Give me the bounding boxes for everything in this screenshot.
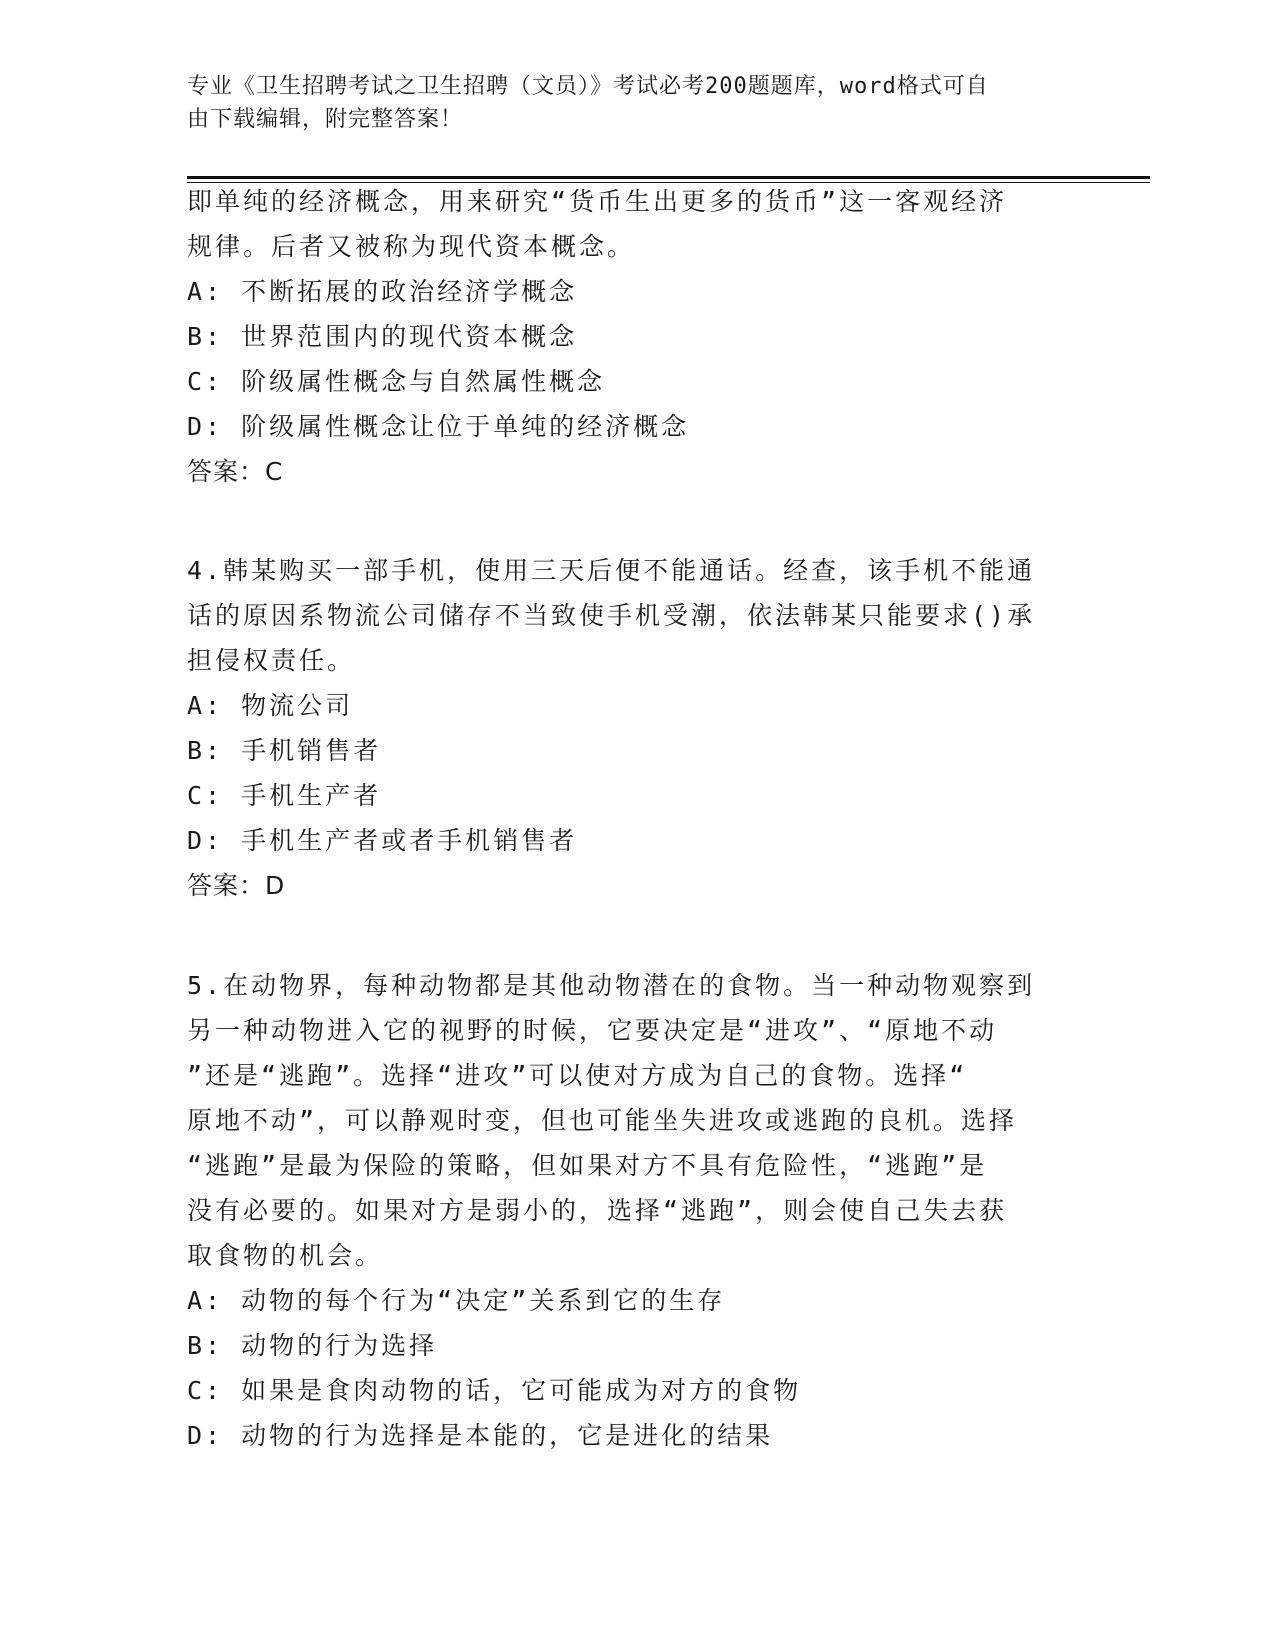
question-5-block [187, 963, 1067, 1458]
question-5-option-b: B: 动物的行为选择 [187, 1331, 438, 1360]
header-line-1: 专业《卫生招聘考试之卫生招聘（文员）》考试必考200题题库，word格式可自 [187, 74, 989, 99]
document-header [187, 70, 1067, 136]
question-5-text-line-1: 5.在动物界，每种动物都是其他动物潜在的食物。当一种动物观察到 [187, 971, 1036, 1000]
question-3-answer: 答案：C [187, 457, 284, 486]
question-3-option-c: C: 阶级属性概念与自然属性概念 [187, 367, 606, 396]
question-4-option-a: A: 物流公司 [187, 691, 354, 720]
question-4-text-line-2: 话的原因系物流公司储存不当致使手机受潮，依法韩某只能要求()承 [187, 601, 1036, 630]
question-5-text-line-5: “逃跑”是最为保险的策略，但如果对方不具有危险性，“逃跑”是 [187, 1151, 988, 1180]
question-3-option-a: A: 不断拓展的政治经济学概念 [187, 277, 578, 306]
header-line-2: 由下载编辑，附完整答案！ [187, 107, 464, 132]
question-4-answer: 答案：D [187, 871, 286, 900]
question-4-option-c: C: 手机生产者 [187, 781, 382, 810]
question-5-option-a: A: 动物的每个行为“决定”关系到它的生存 [187, 1286, 726, 1315]
question-3-option-d: D: 阶级属性概念让位于单纯的经济概念 [187, 412, 690, 441]
question-3-block [187, 179, 1067, 494]
question-5-option-d: D: 动物的行为选择是本能的，它是进化的结果 [187, 1421, 774, 1450]
question-5-text-line-3: ”还是“逃跑”。选择“进攻”可以使对方成为自己的食物。选择“ [187, 1061, 968, 1090]
question-3-text-line-2: 规律。后者又被称为现代资本概念。 [187, 232, 636, 261]
question-4-block [187, 548, 1067, 908]
question-3-text-line-1: 即单纯的经济概念，用来研究“货币生出更多的货币”这一客观经济 [187, 187, 1008, 216]
question-4-option-d: D: 手机生产者或者手机销售者 [187, 826, 578, 855]
question-5-text-line-7: 取食物的机会。 [187, 1241, 384, 1270]
question-5-text-line-6: 没有必要的。如果对方是弱小的，选择“逃跑”，则会使自己失去获 [187, 1196, 1008, 1225]
question-5-option-c: C: 如果是食肉动物的话，它可能成为对方的食物 [187, 1376, 802, 1405]
question-5-text-line-2: 另一种动物进入它的视野的时候，它要决定是“进攻”、“原地不动 [187, 1016, 998, 1045]
question-4-option-b: B: 手机销售者 [187, 736, 382, 765]
question-4-text-line-1: 4.韩某购买一部手机，使用三天后便不能通话。经查，该手机不能通 [187, 556, 1036, 585]
question-4-text-line-3: 担侵权责任。 [187, 646, 356, 675]
question-5-text-line-4: 原地不动”，可以静观时变，但也可能坐失进攻或逃跑的良机。选择 [187, 1106, 1018, 1135]
question-3-option-b: B: 世界范围内的现代资本概念 [187, 322, 578, 351]
